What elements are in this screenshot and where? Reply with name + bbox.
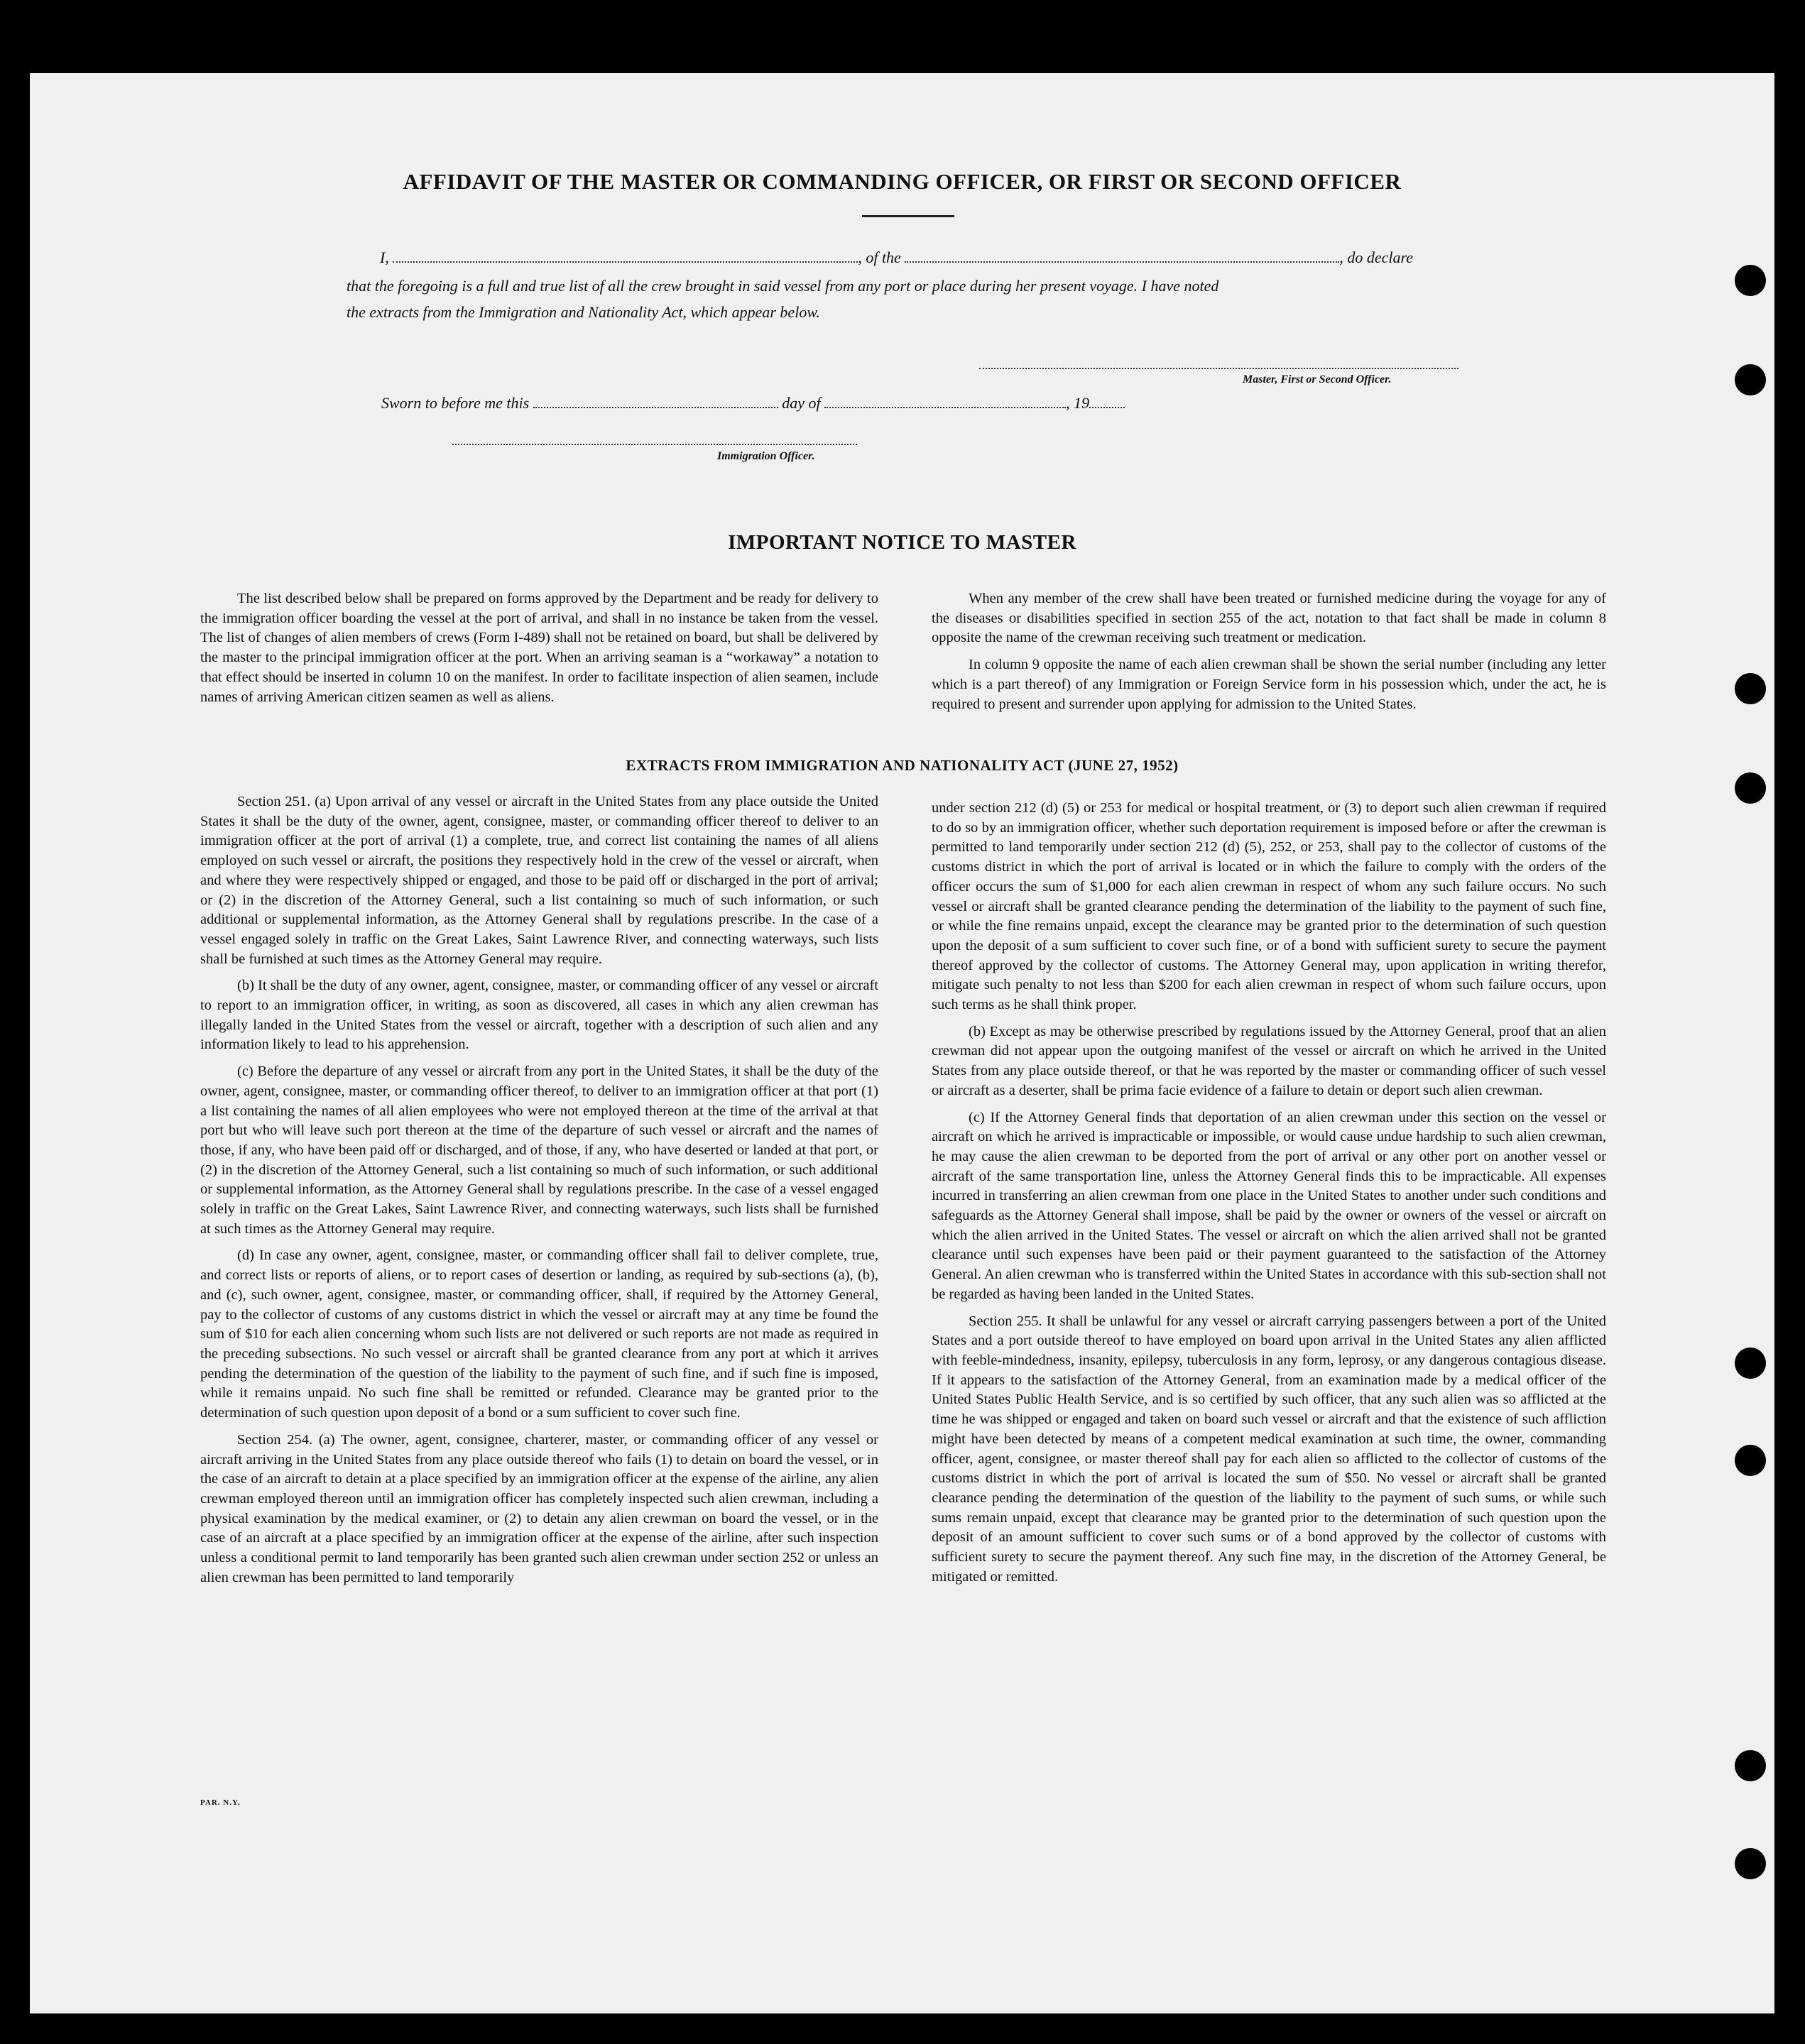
section-254-a: Section 254. (a) The owner, agent, consignee, charterer, master, or commanding officer of any vessel or aircraft arriving in the United States from any place outside thereof who fails (1) to detain on board the vessel, or in the case of an aircraft to detain at a place specified by an immigration officer at the expense of the airline, any alien crewman employed thereon until an immigration officer has completely inspected such alien crewman, including a physical examination by the medical examiner, or (2) to detain any alien crewman on board the vessel, or in the case of an aircraft at a place specified by an immigration officer at the expense of the airline, after such inspection unless a conditional permit to land temporarily has been granted such alien crewman under section 252 or unless an alien crewman has been permitted to land temporarily [200, 1431, 878, 1585]
printer-mark: PAR. N.Y. [200, 1798, 241, 1807]
section-254-a-continued: under section 212 (d) (5) or 253 for medical or hospital treatment, or (3) to deport such alien crewman if required to do so by an immigration officer, whether such deportation requirement is imposed before or after the crewman is permitted to land temporarily under section 212 (d) (5), 252, or 253, shall pay to the collector of customs of the customs district in which the port of arrival is located or in which the failure to comply with the orders of the officer occurs the sum of $1,000 for each alien crewman in respect of whom any such failure occurs. No such vessel or aircraft shall be granted clearance pending the determination of the liability to the payment of such fine, or while the fine remains unpaid, except the clearance may be granted prior to the determination of such question upon the deposit of a sum sufficient to cover such fine, or of a bond with sufficient surety to secure the payment thereof approved by the collector of customs. The Attorney General may, upon application in writing therefor, mitigate such penalty to not less than $200 for each alien crewman in respect of whom such failure occurs, upon such terms as he shall think proper. [932, 800, 1606, 1013]
sworn-day-blank[interactable] [533, 395, 778, 408]
title-divider [862, 215, 954, 217]
declaration-of-the-label: , of the [858, 248, 901, 266]
section-254-c: (c) If the Attorney General finds that deportation of an alien crewman under this section on the vessel or aircraft on which he arrived is impracticable or impossible, or would cause undue hardship to such alien crewman, he may cause the alien crewman to be deported from the port of arrival or any other port on another vessel or aircraft of the same transportation line, unless the Attorney General finds this to be impracticable. All expenses incurred in transferring an alien crewman from one place in the United States to another under such conditions and safeguards as the Attorney General shall impose, shall be paid by the owner or owners of the vessel or aircraft on which the alien arrived in the United States. The vessel or aircraft on which the alien arrived shall not be granted clearance until such expenses have been paid or their payment guaranteed to the satisfaction of the Attorney General. An alien crewman who is transferred within the United States in accordance with this sub-section shall not be regarded as having been landed in the United States. [932, 1109, 1606, 1302]
officer-signature-caption: Immigration Officer. [717, 450, 815, 462]
binder-hole [1735, 1348, 1766, 1379]
notice-left-paragraph: The list described below shall be prepared on forms approved by the Department and be ready for delivery to the immigration officer boarding the vessel at the port of arrival, and shall in no instance be taken from the vessel. The list of changes of alien members of crews (Form I-489) shall not be retained on board, but shall be delivered by the master to the principal immigration officer at the port. When an arriving seaman is a “workaway” a notation to that effect should be inserted in column 10 on the manifest. In order to facilitate inspection of alien seamen, include names of arriving American citizen seamen as well as aliens. [200, 591, 878, 705]
section-251-d: (d) In case any owner, agent, consignee, master, or commanding officer shall fail to deliver complete, true, and correct lists or reports of aliens, or to report cases of desertion or landing, as required by sub-sections (a), (b), and (c), such owner, agent, consignee, master, or commanding officer, shall, if required by the Attorney General, pay to the collector of customs of any customs district in which the vessel or aircraft may at any time be found the sum of $10 for each alien concerning whom such lists are not delivered or such reports are not made as required in the preceding subsections. No such vessel or aircraft shall be granted clearance from any port at which it arrives pending the determination of the question of the liability to the payment of such fine, and if such fine is imposed, while it remains unpaid. No such fine shall be remitted or refunded. Clearance may be granted prior to the determination of such question upon deposit of a bond or a sum sufficient to cover such fine. [200, 1247, 878, 1421]
section-251-b: (b) It shall be the duty of any owner, agent, consignee, master, or commanding officer of any vessel or aircraft to report to an immigration officer, in writing, as soon as discovered, all cases in which any alien crewman has illegally landed in the United States from the vessel or aircraft, together with a description of such alien and any information likely to lead to his apprehension. [200, 978, 878, 1053]
officer-signature-line[interactable] [452, 444, 857, 445]
master-signature-caption: Master, First or Second Officer. [1243, 373, 1392, 386]
binder-hole [1735, 1445, 1766, 1476]
declaration-line-3: the extracts from the Immigration and Nationality Act, which appear below. [347, 303, 820, 321]
section-251-a: Section 251. (a) Upon arrival of any vessel or aircraft in the United States from any place outside the United States it shall be the duty of the owner, agent, consignee, master, or commanding officer thereof to deliver to an immigration officer at the port of arrival (1) a complete, true, and correct list containing the names of all aliens employed on such vessel or aircraft, the positions they respectively hold in the crew of the vessel or aircraft, when and where they were respectively shipped or engaged, and those to be paid off or discharged in the port of arrival; or (2) in the discretion of the Attorney General, such a list containing so much of such information, or such additional or supplemental information, as the Attorney General shall by regulations prescribe. In the case of a vessel engaged solely in traffic on the Great Lakes, Saint Lawrence River, and connecting waterways, such lists shall be furnished at such times as the Attorney General may require. [200, 794, 878, 967]
declaration-line-2: that the foregoing is a full and true list of all the crew brought in said vessel from any port or place during her present voyage. I have noted [347, 277, 1219, 295]
name-blank[interactable] [393, 250, 858, 263]
binder-hole [1735, 1848, 1766, 1879]
section-254-b: (b) Except as may be otherwise prescribed by regulations issued by the Attorney General, proof that an alien crewman did not appear upon the outgoing manifest of the vessel or aircraft on which he arrived in the United States from any place outside thereof, or that he was reported by the master or commanding officer of such vessel or aircraft as a deserter, shall be prima facie evidence of a failure to detain or deport such alien crewman. [932, 1023, 1606, 1098]
master-signature-line[interactable] [979, 368, 1458, 369]
declaration-line-1 [380, 248, 1491, 267]
sworn-prefix-label: Sworn to before me this [381, 394, 530, 412]
section-255: Section 255. It shall be unlawful for any vessel or aircraft carrying passengers between a port of the United States and a port outside thereof to have employed on board upon arrival in the United States any alien afflicted with feeble-mindedness, insanity, epilepsy, tuberculosis in any form, leprosy, or any dangerous contagious disease. If it appears to the satisfaction of the Attorney General, from an examination made by a medical officer of the United States Public Health Service, and is so certified by such officer, that any such alien was so afflicted at the time he was shipped or engaged and taken on board such vessel or aircraft and that the existence of such affliction might have been detected by means of a competent medical examination at such time, the owner, commanding officer, agent, consignee, or master thereof shall pay for each alien so afflicted to the collector of customs of the customs district in which the port of arrival is located the sum of $50. No vessel or aircraft shall be granted clearance pending the determination of the question of the liability to the payment of such sums, or while such sums remain unpaid, except that clearance may be granted prior to the determination of such question upon the deposit of an amount sufficient to cover such sums or of a bond approved by the collector of customs with sufficient surety to secure the payment thereof. Any such fine may, in the discretion of the Attorney General, be mitigated or remitted. [932, 1313, 1606, 1585]
notice-title: IMPORTANT NOTICE TO MASTER [728, 531, 1076, 554]
affidavit-title: AFFIDAVIT OF THE MASTER OR COMMANDING OFFICER, OR FIRST OR SECOND OFFICER [403, 169, 1402, 194]
notice-right-paragraph-1: When any member of the crew shall have been treated or furnished medicine during the voyage for any of the diseases or disabilities specified in section 255 of the act, notation to that fact shall be made in column 8 opposite the name of the crewman receiving such treatment or medication. [932, 591, 1606, 646]
sworn-month-blank[interactable] [824, 395, 1066, 408]
declaration-declare-label: , do declare [1339, 248, 1413, 266]
sworn-day-of-label: day of [782, 394, 821, 412]
notice-right-paragraph-2: In column 9 opposite the name of each alien crewman shall be shown the serial number (including any letter which is a part thereof) of any Immigration or Foreign Service form in his possession which, under the act, he is required to present and surrender upon applying for admission to the United States. [932, 657, 1606, 712]
sworn-year-blank[interactable] [1089, 395, 1125, 408]
binder-hole [1735, 673, 1766, 704]
extracts-left-column [200, 792, 878, 1595]
vessel-blank[interactable] [905, 250, 1339, 263]
binder-hole [1735, 1750, 1766, 1781]
sworn-line [381, 394, 1248, 412]
sworn-year-label: , 19 [1066, 394, 1090, 412]
extracts-title: EXTRACTS FROM IMMIGRATION AND NATIONALITY ACT (JUNE 27, 1952) [626, 757, 1179, 774]
binder-hole [1735, 265, 1766, 296]
binder-hole [1735, 364, 1766, 395]
notice-right-column [932, 589, 1606, 721]
declaration-i-label: I, [380, 248, 389, 266]
extracts-right-column [932, 799, 1606, 1594]
notice-left-column [200, 589, 878, 714]
section-251-c: (c) Before the departure of any vessel or aircraft from any port in the United States, it shall be the duty of the owner, agent, consignee, master, or commanding officer thereof, to deliver to an immigration officer at that port (1) a list containing the names of all alien employees who were not employed thereon at the time of the arrival at that port but who will leave such port thereon at the time of the departure of such vessel or aircraft and the names of those, if any, who have been paid off or discharged, and of those, if any, who have deserted or landed at that port, or (2) in the discretion of the Attorney General, such a list containing so much of such information, or such additional or supplemental information, as the Attorney General shall by regulations prescribe. In the case of a vessel engaged solely in traffic on the Great Lakes, Saint Lawrence River, and connecting waterways, such lists shall be furnished at such times as the Attorney General may require. [200, 1064, 878, 1237]
binder-hole [1735, 772, 1766, 804]
document-page [30, 73, 1774, 2013]
